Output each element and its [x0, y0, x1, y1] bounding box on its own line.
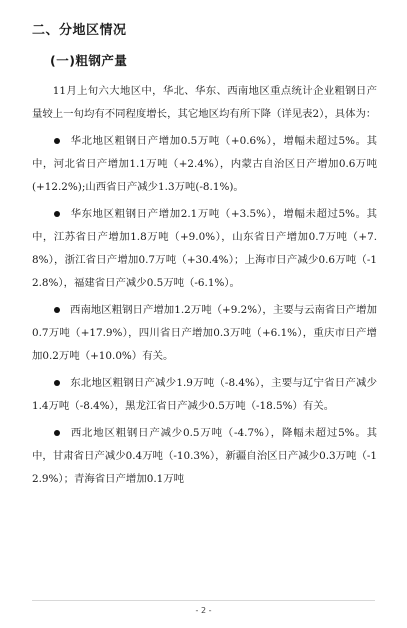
- bullet-text: 华东地区粗钢日产增加2.1万吨（+3.5%），增幅未超过5%。其中，江苏省日产增加1.8万吨（+9.0%），山东省日产增加0.7万吨（+7.8%），浙江省日产增加0.7万吨（+30.4%）；上海市日产减少0.6万吨（-12.8%），福建省日产减少0.5万吨（-6.1%）。: [32, 208, 377, 289]
- bullet-paragraph-east-china: [32, 203, 377, 295]
- subsection-heading: (一)粗钢产量: [50, 53, 128, 68]
- bullet-dot-icon: [54, 307, 60, 313]
- bullet-paragraph-southwest: [32, 299, 377, 368]
- bullet-dot-icon: [54, 138, 60, 144]
- bullet-text: 东北地区粗钢日产减少1.9万吨（-8.4%），主要与辽宁省日产减少1.4万吨（-8.4%），黑龙江省日产减少0.5万吨（-18.5%）有关。: [32, 377, 377, 412]
- bullet-dot-icon: [54, 380, 60, 386]
- bullet-paragraph-north-china: [32, 130, 377, 199]
- page-number: - 2 -: [195, 606, 212, 615]
- section-heading: 二、分地区情况: [32, 23, 127, 38]
- bullet-paragraph-northwest: [32, 422, 377, 491]
- bullet-dot-icon: [54, 211, 60, 217]
- bullet-text: 西南地区粗钢日产增加1.2万吨（+9.2%），主要与云南省日产增加0.7万吨（+17.9%），四川省日产增加0.3万吨（+6.1%），重庆市日产增加0.2万吨（+10.0%）有关。: [32, 304, 377, 362]
- bullet-dot-icon: [54, 430, 60, 436]
- intro-paragraph: 11月上旬六大地区中，华北、华东、西南地区重点统计企业粗钢日产量较上一旬均有不同程度增长，其它地区均有所下降（详见表2），具体为：: [32, 85, 377, 120]
- bullet-paragraph-northeast: [32, 372, 377, 418]
- bullet-text: 西北地区粗钢日产减少0.5万吨（-4.7%），降幅未超过5%。其中，甘肃省日产减少0.4万吨（-10.3%），新疆自治区日产减少0.3万吨（-12.9%）；青海省日产增加0.1万吨: [32, 427, 377, 485]
- bullet-text: 华北地区粗钢日产增加0.5万吨（+0.6%），增幅未超过5%。其中，河北省日产增加1.1万吨（+2.4%），内蒙古自治区日产增加0.6万吨(+12.2%);山西省日产减少1.3万吨(-8.1%)。: [32, 135, 377, 193]
- footer-divider: [32, 600, 375, 601]
